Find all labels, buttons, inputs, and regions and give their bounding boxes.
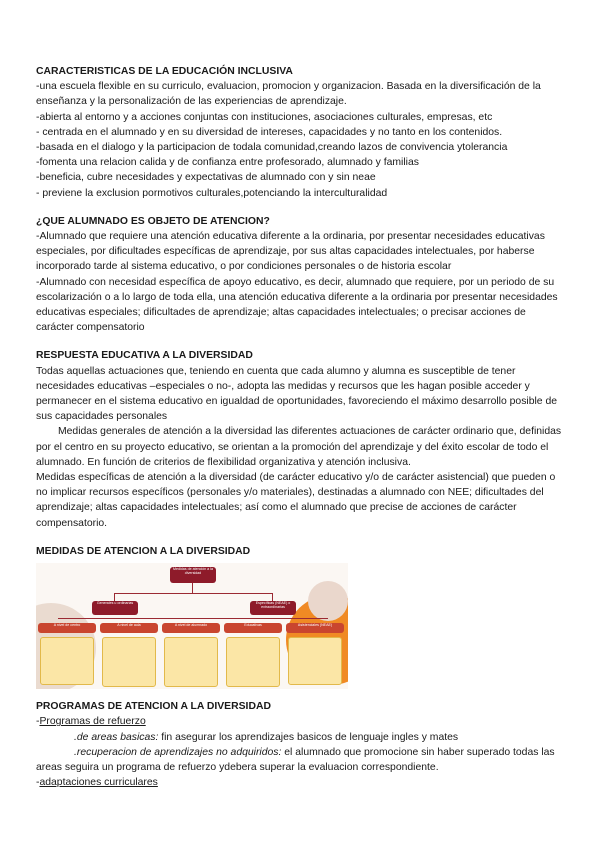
section1-line: - centrada en el alumnado y en su diversidad de intereses, capacidades y no tanto en los contenidos. (36, 126, 503, 138)
section3-paragraph: Medidas específicas de atención a la diversidad (de carácter educativo y/o de carácter asistencial) que pueden o no implicar recursos específicos (personales y/o materiales), destinadas a alumnado con NEE; dificultades del aprendizaje; altas capacidades intelectuales; así como el alumnado que precise de acciones de carácter compensatorio. (36, 472, 556, 529)
diagram-level2: Educativas (224, 623, 282, 633)
section2-title: ¿QUE ALUMNADO ES OBJETO DE ATENCION? (36, 215, 270, 227)
programs-refuerzo: Programas de refuerzo (39, 716, 146, 728)
section1-line: -fomenta una relacion calida y de confianza entre profesorado, alumnado y familias (36, 157, 419, 169)
programs-subitem (36, 745, 564, 775)
measures-diagram (36, 563, 348, 689)
section3-title: RESPUESTA EDUCATIVA A LA DIVERSIDAD (36, 350, 253, 362)
diagram-level2: Asistenciales (NEAE) (286, 623, 344, 633)
diagram-level2: A nivel de aula (100, 623, 158, 633)
diagram-detail-box (40, 637, 94, 685)
document-page (36, 64, 564, 790)
section1-line: -una escuela flexible en su curriculo, evaluacion, promocion y organizacion. Basada en la diversificación de la enseñanza y la personalización de las experiencias de aprendizaje. (36, 81, 541, 108)
diagram-root: Medidas de atención a la diversidad (170, 567, 216, 583)
section4-title: MEDIDAS DE ATENCION A LA DIVERSIDAD (36, 545, 251, 557)
section1-line: -basada en el dialogo y la participacion de todala comunidad,creando lazos de convivencia ytolerancia (36, 142, 508, 154)
section1-line: - previene la exclusion pormotivos culturales,potenciando la interculturalidad (36, 187, 388, 199)
diagram-detail-box (102, 637, 156, 687)
subitem-heading: .de areas basicas: (74, 731, 159, 743)
section2-paragraph: -Alumnado con necesidad específica de apoyo educativo, es decir, alumnado que requiere, por un periodo de su escolarización o a lo largo de toda ella, una atención educativa diferente a la ordinaria por presentar necesidades educativas especiales; dificultades de aprendizaje; altas capacidades intelectuales; o precisar acciones de carácter compensatorio (36, 276, 558, 334)
section3-paragraph: Medidas generales de atención a la diversidad las diferentes actuaciones de carácter ordinario que, definidas por el centro en su proyecto educativo, se orientan a la promoción del aprendizaje y del éxito escolar de todo el alumnado. En función de criterios de flexibilidad organizativa y atención inclusiva. (36, 426, 562, 468)
section5-title: PROGRAMAS DE ATENCION A LA DIVERSIDAD (36, 701, 271, 713)
diagram-detail-box (164, 637, 218, 687)
programs-subitem (36, 730, 564, 745)
diagram-detail-box (288, 637, 342, 685)
section1-title: CARACTERISTICAS DE LA EDUCACIÓN INCLUSIVA (36, 66, 293, 77)
section3-paragraph: Todas aquellas actuaciones que, teniendo en cuenta que cada alumno y alumna es susceptible de tener necesidades educativas –especiales o no-, adopta las medidas y recursos que les hagan posible acceder y permanecer en el sistema educativo en igualdad de oportunidades, favoreciendo el máximo desarrollo posible de sus capacidades personales (36, 365, 558, 423)
diagram-general: Generales u ordinarias (92, 601, 138, 615)
subitem-text: el alumnado que promocione sin haber superado todas las areas seguira un programa de refuerzo ydebera superar la evaluacion correspondiente. (36, 746, 555, 773)
section1-line: -beneficia, cubre necesidades y expectativas de alumnado con y sin neae (36, 172, 376, 184)
programs-adaptaciones: adaptaciones curriculares (39, 777, 158, 789)
subitem-text: fin asegurar los aprendizajes basicos de lenguaje ingles y mates (158, 731, 459, 743)
diagram-detail-box (226, 637, 280, 687)
section2-paragraph: -Alumnado que requiere una atención educativa diferente a la ordinaria, por presentar necesidades educativas especiales, por dificultades específicas de aprendizaje, por sus altas capacidades intelectuales, por haberse incorporado tarde al sistema educativo, o por condiciones personales o de historia escolar (36, 231, 545, 273)
section1-line: -abierta al entorno y a acciones conjuntas con instituciones, asociaciones culturales, empresas, etc (36, 111, 493, 123)
diagram-level2: A nivel de centro (38, 623, 96, 633)
subitem-heading: .recuperacion de aprendizajes no adquiridos: (74, 746, 282, 758)
diagram-level2: A nivel de alumnado (162, 623, 220, 633)
programs-item (36, 714, 564, 729)
item-prefix: - (36, 777, 40, 789)
item-prefix: - (36, 716, 40, 728)
programs-item (36, 775, 564, 790)
diagram-specific: Específicas (NEAE) o extraordinarias (250, 601, 296, 615)
